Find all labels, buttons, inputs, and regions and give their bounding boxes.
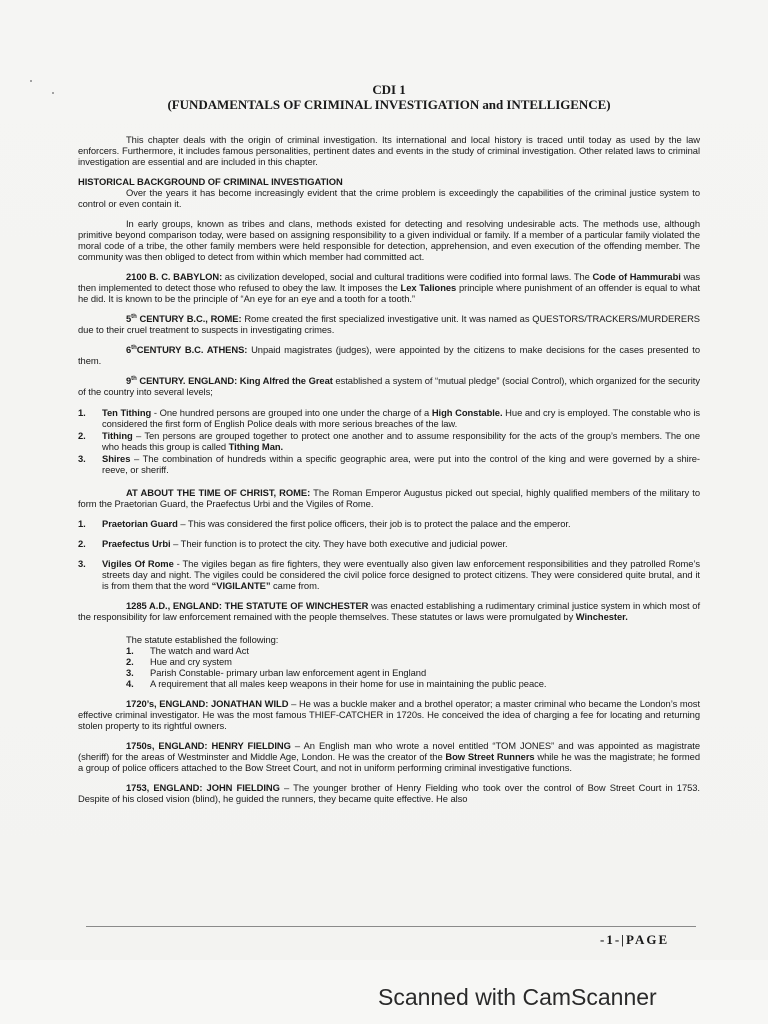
statute-intro: The statute established the following: [126,634,279,645]
rome-5th-text: Rome created the first specialized investigative unit. It was named as QUESTORS/TRACKERS/MURDERERS due to their cruel treatment to suspects in investigating crimes. [78,313,700,335]
scan-speck [30,80,32,82]
jonathan-wild-text: – He was a buckle maker and a brothel operator; a master criminal who became the London’s most effective criminal investigator. He was the most famous THIEF-CATCHER in 1720s. He conceived the idea of charging a fee for locating and returning stolen property to its rightful owners. [78,698,701,731]
history-paragraph-2: In early groups, known as tribes and clans, methods existed for detecting and resolving undesirable acts. The methods use, although primitive beyond comparison today, were based on assigning responsibility to a given individual or family. If a member of a particular family violated the moral code of a tribe, the other family members were held responsible for detection, apprehension, and even execution of the offending member. The community was then obliged to detect from within which member had committed act. [78,218,700,262]
list-item: 4. A requirement that all males keep weapons in their home for use in maintaining the public peace. [126,678,547,689]
history-paragraph-1: Over the years it has become increasingly evident that the crime problem is exceedingly the capabilities of the criminal justice system to control or even contain it. [78,187,700,209]
winchester-lead: 1285 A.D., ENGLAND: THE STATUTE OF WINCHESTER [126,600,369,611]
winchester-term: Winchester. [575,611,628,622]
course-code: CDI 1 [372,82,406,97]
camscanner-watermark: Scanned with CamScanner [378,984,657,1010]
henry-fielding-lead: 1750s, ENGLAND: HENRY FIELDING [126,740,291,751]
lex-taliones-term: Lex Taliones [400,282,457,293]
jonathan-wild-paragraph [78,698,700,731]
bow-street-runners-term: Bow Street Runners [445,751,535,762]
list-item: 1. The watch and ward Act [126,645,249,656]
rome-5th-paragraph [78,313,700,335]
mutual-pledge-list [78,407,700,475]
babylon-text-2: was then implemented to detect those who refused to obey the law. It imposes the [78,271,700,293]
john-fielding-text: – The younger brother of Henry Fielding who took over the control of Bow Street Court in 1753. Despite of his closed vision (blind), he guided the runners, they became quite effective. He also [78,782,700,804]
england-9th-text: established a system of “mutual pledge” (social Control), which organized for the security of the country into several levels; [78,375,700,397]
list-item: 1. Praetorian Guard – This was considered the first police officers, their job is to protect the palace and the emperor. [78,518,571,529]
john-fielding-lead: 1753, ENGLAND: JOHN FIELDING [126,782,280,793]
winchester-paragraph [78,600,700,622]
list-item: 2. Tithing – Ten persons are grouped together to protect one another and to assume responsibility for the acts of the group’s members. The one who heads this group is called Tithing Man. [78,430,700,452]
intro-paragraph: This chapter deals with the origin of criminal investigation. Its international and local history is traced until today as used by the law enforcers. Furthermore, it includes famous personalities, pertinent dates and events in the study of criminal investigation. Other related laws to criminal investigation are essential and are included in this chapter. [78,134,700,167]
england-9th-paragraph [78,375,700,397]
roman-units-list [78,518,700,591]
athens-paragraph [78,344,700,366]
list-item: 2. Praefectus Urbi – Their function is to protect the city. They have both executive and judicial power. [78,538,508,549]
winchester-text: was enacted establishing a rudimentary criminal justice system in which most of the responsibility for law enforcement remained with the people themselves. These statutes or laws were promulgated by [78,600,700,622]
rome-5th-lead: 5th CENTURY B.C., ROME: [126,313,242,324]
list-item: 1. Ten Tithing - One hundred persons are grouped into one under the charge of a High Constable. Hue and cry is employed. The constable who is considered the first form of English Police deals with more serious breaches of the law. [78,407,701,429]
section-heading: HISTORICAL BACKGROUND OF CRIMINAL INVESTIGATION [78,176,343,187]
document-body [78,82,700,813]
list-item: 3. Vigiles Of Rome - The vigiles began as fire fighters, they were eventually also given law enforcement responsibilities and they patrolled Rome’s streets day and night. The vigiles could be considered the civil police force designed to protect citizens. They were considered quite brutal, and it is from them that the word “VIGILANTE” came from. [78,558,700,591]
henry-fielding-paragraph [78,740,700,773]
john-fielding-paragraph [78,782,700,804]
statute-list [126,645,700,689]
babylon-paragraph [78,271,700,304]
code-of-hammurabi-term: Code of Hammurabi [592,271,681,282]
athens-lead: 6thCENTURY B.C. ATHENS: [126,344,248,355]
christ-lead: AT ABOUT THE TIME OF CHRIST, ROME: [126,487,311,498]
babylon-text-1: as civilization developed, social and cultural traditions were codified into formal laws. The [222,271,593,282]
list-item: 2. Hue and cry system [126,656,232,667]
list-item: 3. Parish Constable- primary urban law enforcement agent in England [126,667,427,678]
england-9th-lead: 9th CENTURY. ENGLAND: King Alfred the Great [126,375,333,386]
athens-text: Unpaid magistrates (judges), were appointed by the citizens to make decisions for the cases presented to them. [78,344,700,366]
babylon-lead: 2100 B. C. BABYLON: [126,271,223,282]
scan-speck [52,92,54,94]
footer-divider [86,926,696,927]
page-number: -1-|PAGE [600,932,670,947]
henry-fielding-text-1: – An English man who wrote a novel entitled “TOM JONES” and was appointed as magistrate (sheriff) for the areas of Westminster and Middle Age, London. He was the creator of the [78,740,701,762]
jonathan-wild-lead: 1720’s, ENGLAND: JONATHAN WILD [126,698,289,709]
babylon-text-3: principle where punishment of an offender is equal to what he did. It is known to be the principle of “An eye for an eye and a tooth for a tooth.” [78,282,701,304]
christ-paragraph [78,487,700,509]
henry-fielding-text-2: while he was the magistrate; he formed a group of police officers attached to the Bow Street Court, and not in uniform performing criminal investigative functions. [78,751,700,773]
list-item: 3. Shires – The combination of hundreds within a specific geographic area, were put into the control of the king and were governed by a shire-reeve, or sheriff. [78,453,700,475]
christ-text: The Roman Emperor Augustus picked out special, highly qualified members of the military to form the Praetorian Guard, the Praefectus Urbi and the Vigiles of Rome. [78,487,700,509]
document-title: (FUNDAMENTALS OF CRIMINAL INVESTIGATION and INTELLIGENCE) [167,97,611,112]
